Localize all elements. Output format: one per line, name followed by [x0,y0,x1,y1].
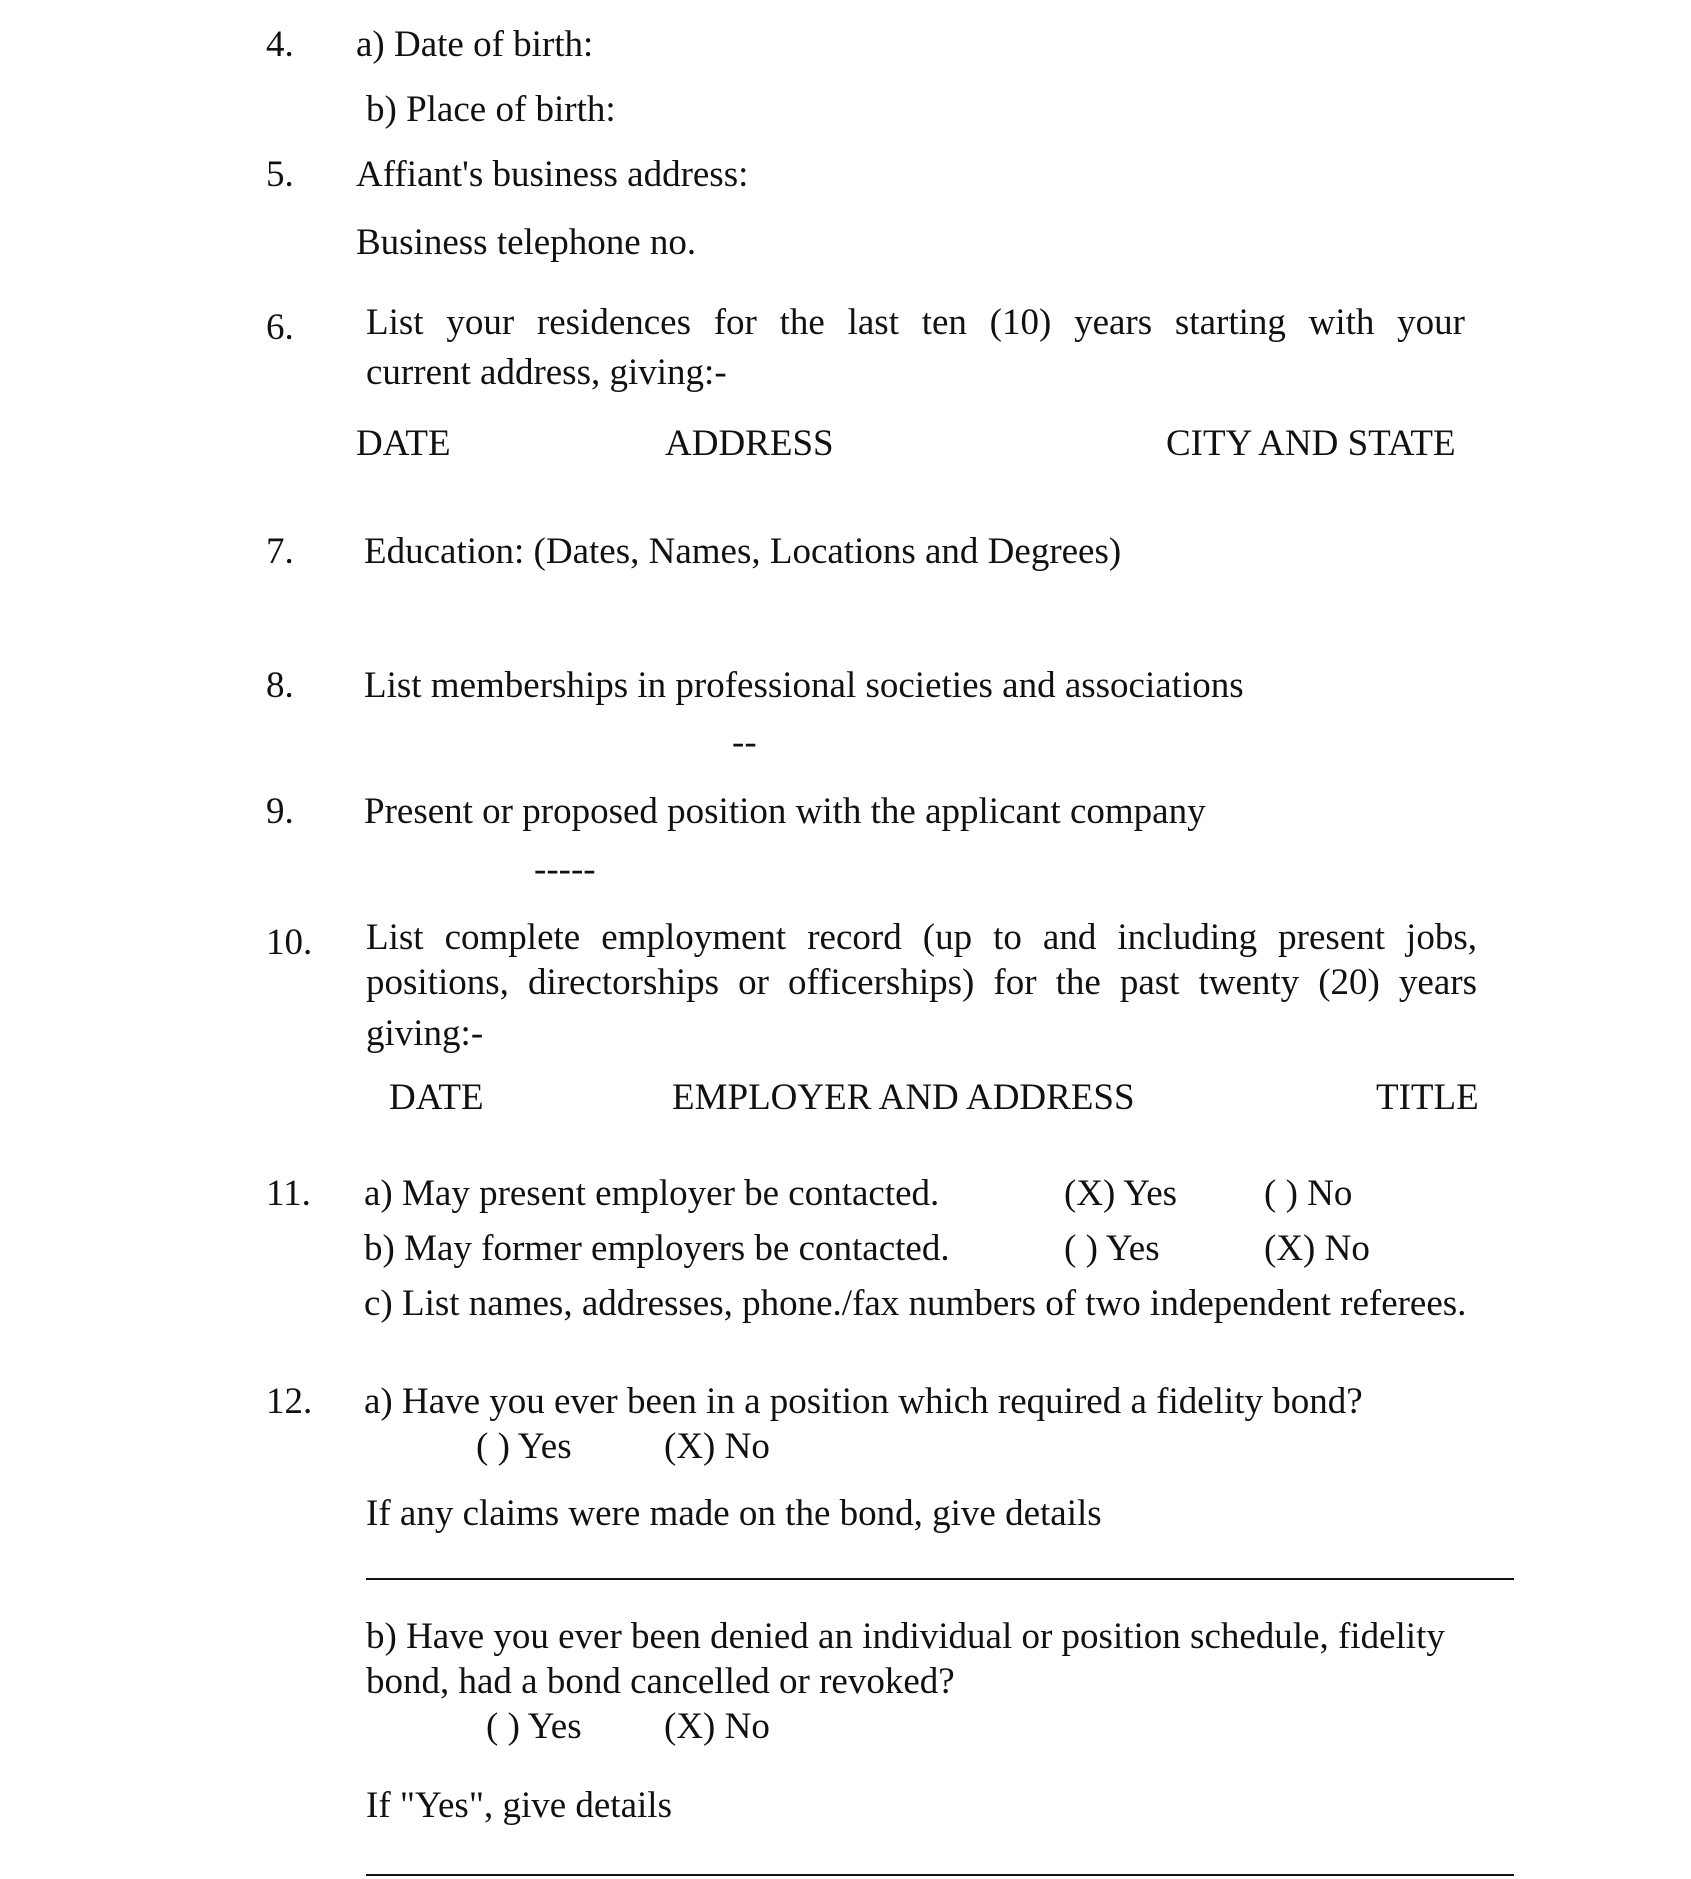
item-7-number: 7. [266,531,294,572]
residences-column-date: DATE [356,423,451,464]
business-address-label: Affiant's business address: [356,154,749,195]
item-10-number: 10. [266,922,313,963]
place-of-birth-label: b) Place of birth: [366,89,616,130]
item-11-number: 11. [266,1173,311,1214]
item-12-number: 12. [266,1381,313,1422]
residences-instruction-line1: List your residences for the last ten (10) years starting with your [366,302,1465,343]
residences-column-address: ADDRESS [665,423,834,464]
position-answer: ----- [534,849,596,890]
fidelity-bond-no-option: (X) No [664,1426,770,1467]
memberships-label: List memberships in professional societies and associations [364,665,1244,706]
employment-instruction-line2: positions, directorships or officerships) for the past twenty (20) years [366,962,1477,1003]
bond-claims-details-line[interactable] [366,1578,1514,1580]
date-of-birth-label: a) Date of birth: [356,24,594,65]
bond-denied-details-label: If "Yes", give details [366,1785,672,1826]
bond-denied-question-line1: b) Have you ever been denied an individual or position schedule, fidelity [366,1616,1445,1657]
fidelity-bond-yes-option: ( ) Yes [476,1426,572,1467]
education-label: Education: (Dates, Names, Locations and Degrees) [364,531,1122,572]
item-5-number: 5. [266,154,294,195]
item-9-number: 9. [266,791,294,832]
present-employer-no-option: ( ) No [1264,1173,1353,1214]
former-employers-yes-option: ( ) Yes [1064,1228,1160,1269]
present-employer-yes-option: (X) Yes [1064,1173,1178,1214]
employment-instruction-line3: giving:- [366,1013,484,1054]
former-employers-no-option: (X) No [1264,1228,1370,1269]
memberships-answer: -- [732,722,757,763]
bond-denied-yes-option: ( ) Yes [486,1706,582,1747]
residences-instruction-line2: current address, giving:- [366,352,727,393]
position-label: Present or proposed position with the applicant company [364,791,1206,832]
referees-label: c) List names, addresses, phone./fax numbers of two independent referees. [364,1283,1467,1324]
business-telephone-label: Business telephone no. [356,222,697,263]
bond-denied-question-line2: bond, had a bond cancelled or revoked? [366,1661,955,1702]
employment-column-date: DATE [389,1077,484,1118]
former-employers-contact-label: b) May former employers be contacted. [364,1228,950,1269]
employment-instruction-line1: List complete employment record (up to and including present jobs, [366,917,1477,958]
item-6-number: 6. [266,307,294,348]
item-8-number: 8. [266,665,294,706]
bond-denied-details-line[interactable] [366,1874,1514,1876]
item-4-number: 4. [266,24,294,65]
employment-column-employer-address: EMPLOYER AND ADDRESS [672,1077,1135,1118]
present-employer-contact-label: a) May present employer be contacted. [364,1173,940,1214]
employment-column-title: TITLE [1376,1077,1479,1118]
fidelity-bond-question: a) Have you ever been in a position which required a fidelity bond? [364,1381,1363,1422]
bond-claims-details-label: If any claims were made on the bond, give details [366,1493,1102,1534]
residences-column-city-state: CITY AND STATE [1166,423,1456,464]
bond-denied-no-option: (X) No [664,1706,770,1747]
